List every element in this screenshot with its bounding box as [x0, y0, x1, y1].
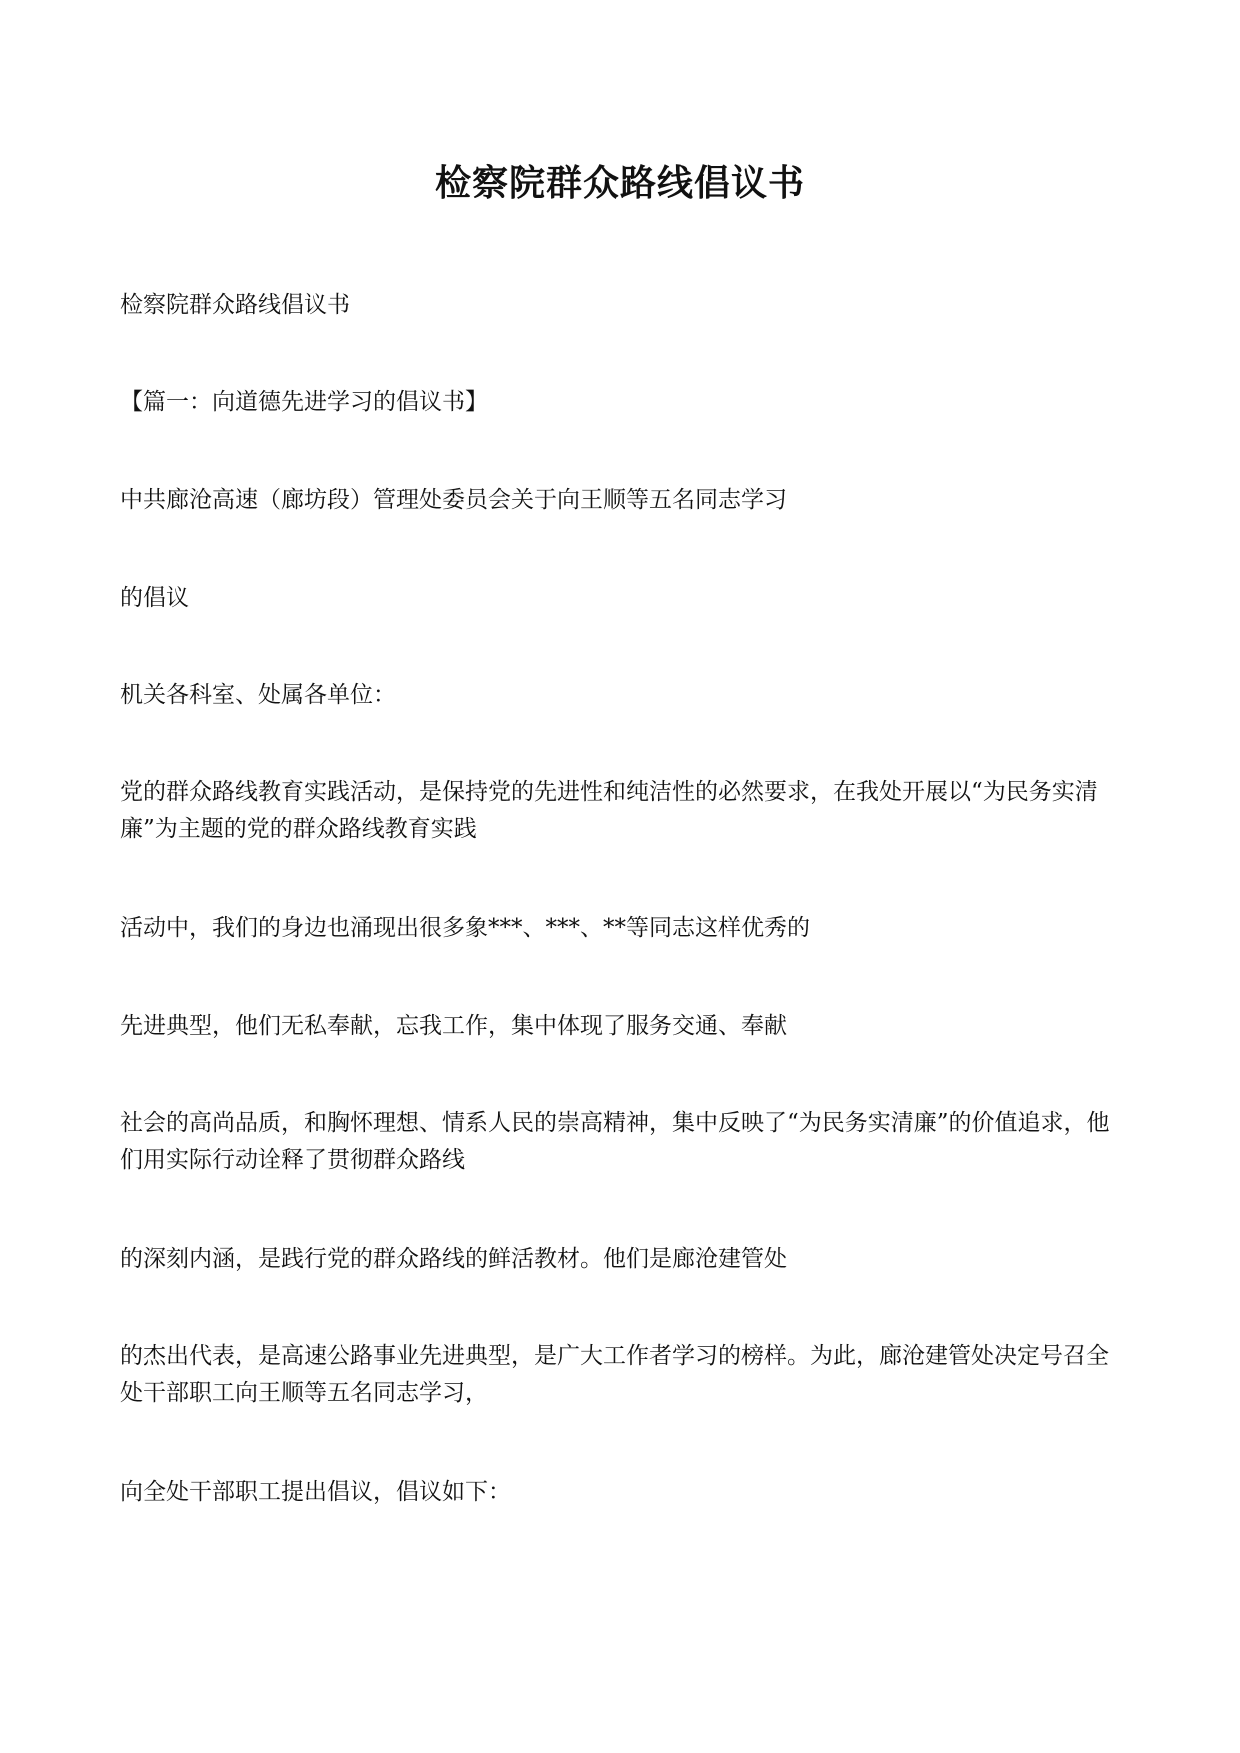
paragraph: 向全处干部职工提出倡议，倡议如下：: [120, 1479, 511, 1505]
paragraph-subtitle: 检察院群众路线倡议书: [120, 292, 350, 318]
document-title: 检察院群众路线倡议书: [434, 162, 805, 204]
paragraph: 党的群众路线教育实践活动，是保持党的先进性和纯洁性的必然要求，在我处开展以“为民务实清廉”为主题的党的群众路线教育实践: [120, 779, 1098, 842]
paragraph: 活动中，我们的身边也涌现出很多象***、***、**等同志这样优秀的: [120, 915, 810, 941]
paragraph: 社会的高尚品质，和胸怀理想、情系人民的崇高精神，集中反映了“为民务实清廉”的价值追求，他们用实际行动诠释了贯彻群众路线: [120, 1110, 1110, 1173]
paragraph-salutation: 机关各科室、处属各单位：: [120, 682, 396, 708]
paragraph: 的倡议: [120, 585, 189, 611]
paragraph: 先进典型，他们无私奉献，忘我工作，集中体现了服务交通、奉献: [120, 1013, 787, 1039]
paragraph-section-heading: 【篇一：向道德先进学习的倡议书】: [120, 389, 488, 415]
paragraph: 的杰出代表，是高速公路事业先进典型，是广大工作者学习的榜样。为此，廊沧建管处决定号召全处干部职工向王顺等五名同志学习，: [120, 1343, 1109, 1406]
paragraph: 中共廊沧高速（廊坊段）管理处委员会关于向王顺等五名同志学习: [120, 487, 787, 513]
paragraph: 的深刻内涵，是践行党的群众路线的鲜活教材。他们是廊沧建管处: [120, 1246, 787, 1272]
